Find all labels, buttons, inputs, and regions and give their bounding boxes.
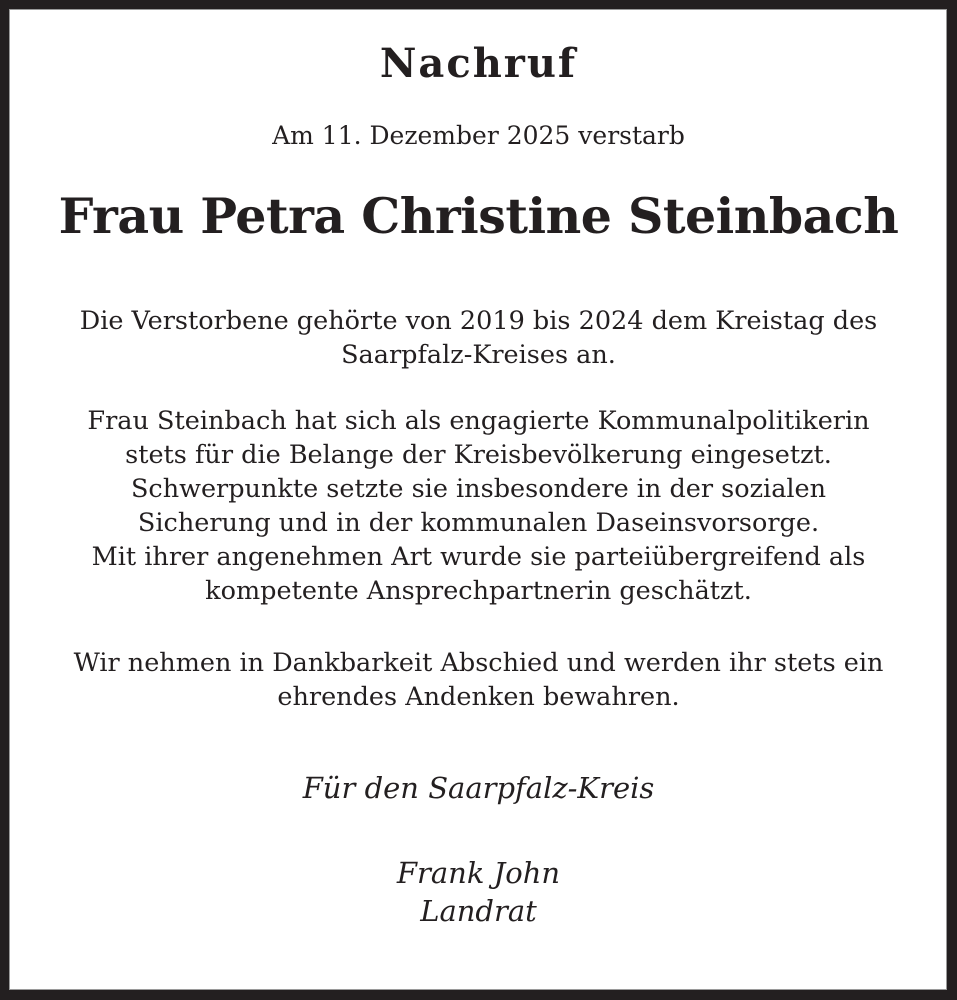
text-line: stets für die Belange der Kreisbevölkerung eingesetzt. bbox=[125, 440, 832, 470]
paragraph-tribute bbox=[0, 404, 957, 608]
text-line: kompetente Ansprechpartnerin geschätzt. bbox=[205, 576, 752, 606]
closing-organization: Für den Saarpfalz-Kreis bbox=[302, 771, 655, 805]
text-line: Sicherung und in der kommunalen Daseinsvorsorge. bbox=[137, 508, 820, 538]
text-line: Schwerpunkte setzte sie insbesondere in der sozialen bbox=[130, 474, 827, 504]
deceased-name: Frau Petra Christine Steinbach bbox=[58, 187, 899, 245]
notice-heading: Nachruf bbox=[379, 40, 578, 87]
text-line: Mit ihrer angenehmen Art wurde sie parteiübergreifend als bbox=[91, 542, 866, 572]
paragraph-membership bbox=[0, 304, 957, 372]
text-line: Wir nehmen in Dankbarkeit Abschied und werden ihr stets ein bbox=[73, 648, 884, 678]
text-line: ehrendes Andenken bewahren. bbox=[277, 682, 680, 712]
paragraph-farewell bbox=[0, 646, 957, 714]
death-date-intro: Am 11. Dezember 2025 verstarb bbox=[272, 121, 685, 150]
signatory-title: Landrat bbox=[420, 894, 537, 928]
text-line: Saarpfalz-Kreises an. bbox=[341, 340, 616, 370]
signatory-name: Frank John bbox=[396, 856, 561, 890]
text-line: Die Verstorbene gehörte von 2019 bis 2024 dem Kreistag des bbox=[79, 306, 878, 336]
text-line: Frau Steinbach hat sich als engagierte Kommunalpolitikerin bbox=[87, 406, 870, 436]
